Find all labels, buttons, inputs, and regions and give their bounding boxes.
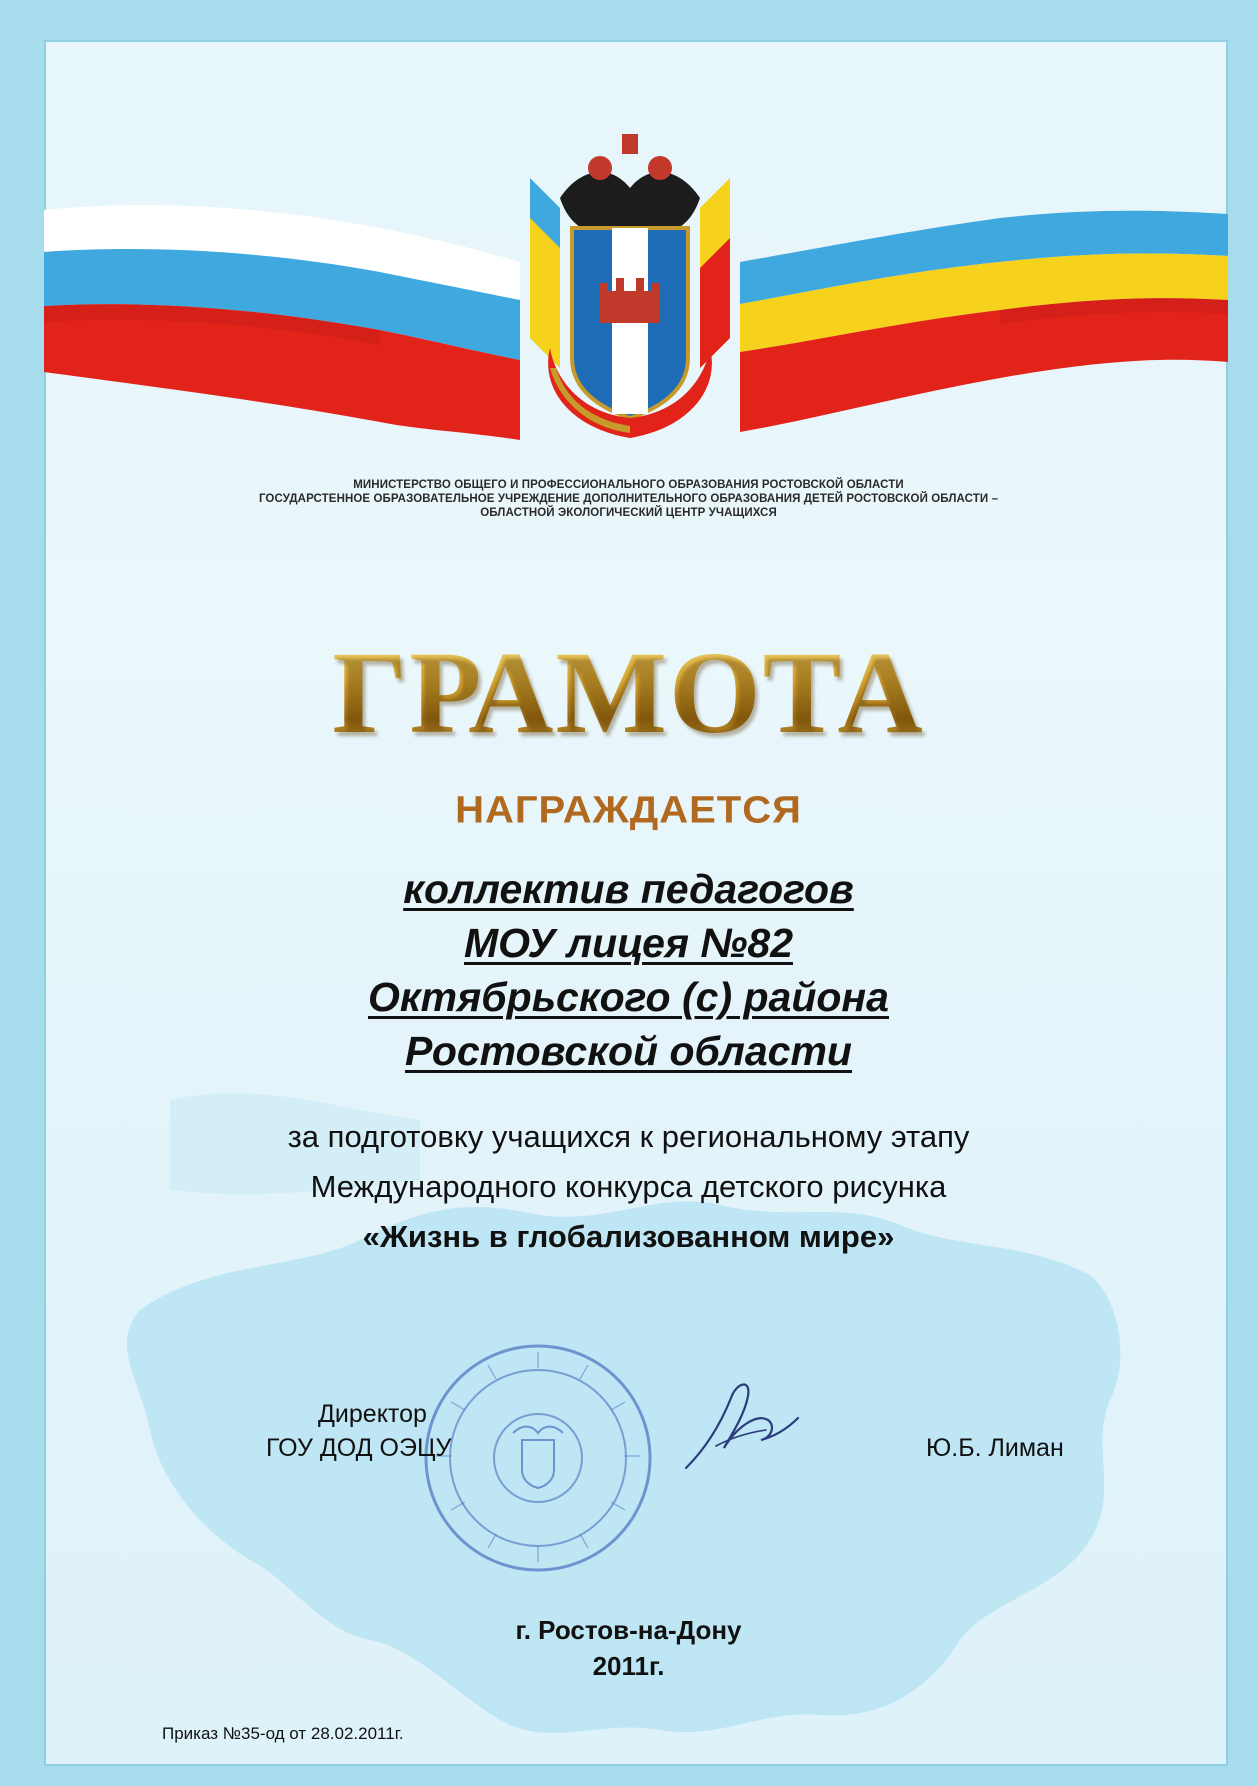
ministry-line-2: ГОСУДАРСТЕННОЕ ОБРАЗОВАТЕЛЬНОЕ УЧРЕЖДЕНИЕ ДОПОЛНИТЕЛЬНОГО ОБРАЗОВАНИЯ ДЕТЕЙ РОСТОВСКОЙ ОБЛАСТИ –	[258, 493, 999, 505]
ministry-header	[0, 478, 1257, 520]
recipient-line-3: Октябрьского (с) района	[368, 974, 889, 1020]
contest-name: «Жизнь в глобализованном мире»	[362, 1219, 895, 1254]
director-organization: ГОУ ДОД ОЭЦУ	[266, 1434, 452, 1462]
issue-year: 2011г.	[592, 1651, 665, 1681]
recipient-line-2: МОУ лицея №82	[463, 920, 794, 966]
reason-line-2: Международного конкурса детского рисунка	[310, 1169, 947, 1204]
reason-line-1: за подготовку учащихся к региональному этапу	[287, 1119, 970, 1154]
recipient-line-4: Ростовской области	[405, 1028, 852, 1074]
recipient-line-1: коллектив педагогов	[403, 866, 854, 912]
director-signature	[676, 1368, 806, 1478]
city-name: г. Ростов-на-Дону	[515, 1615, 742, 1645]
ministry-line-1: МИНИСТЕРСТВО ОБЩЕГО И ПРОФЕССИОНАЛЬНОГО ОБРАЗОВАНИЯ РОСТОВСКОЙ ОБЛАСТИ	[353, 479, 904, 491]
director-name: Ю.Б. Лиман	[926, 1434, 1064, 1462]
ministry-line-3: ОБЛАСТНОЙ ЭКОЛОГИЧЕСКИЙ ЦЕНТР УЧАЩИХСЯ	[480, 507, 777, 519]
certificate-title: ГРАМОТА	[0, 628, 1257, 758]
city-year-block	[0, 1612, 1257, 1684]
director-title: Директор	[318, 1400, 427, 1428]
order-reference: Приказ №35-од от 28.02.2011г.	[162, 1724, 404, 1743]
reason-block	[0, 1112, 1257, 1262]
coat-of-arms-emblem	[490, 128, 770, 448]
awarded-label: НАГРАЖДАЕТСЯ	[455, 789, 802, 831]
recipient-block	[0, 862, 1257, 1078]
official-stamp	[418, 1338, 658, 1578]
